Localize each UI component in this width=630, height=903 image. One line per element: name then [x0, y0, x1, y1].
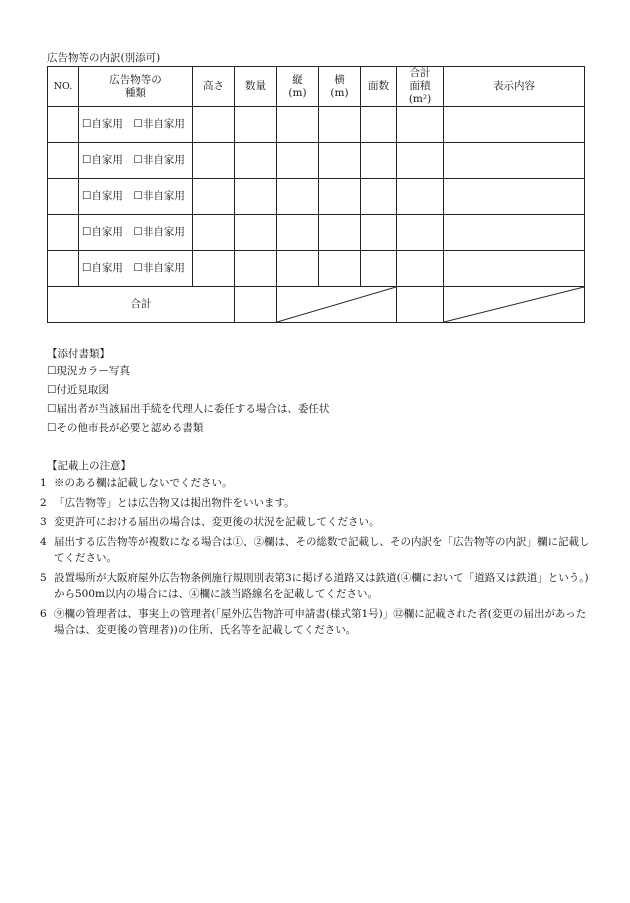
total-dimensions-diagonal-cell — [277, 287, 397, 323]
quantity-cell[interactable] — [235, 215, 277, 251]
area-cell[interactable] — [397, 215, 444, 251]
note-text: 届出する広告物等が複数になる場合は①、②欄は、その総数で記載し、その内訳を「広告物等の内訳」欄に記載してください。 — [54, 535, 590, 564]
vertical-cell[interactable] — [277, 143, 319, 179]
attachment-item-other-documents[interactable]: ☐その他市長が必要と認める書類 — [47, 422, 204, 434]
vertical-cell[interactable] — [277, 179, 319, 215]
area-cell[interactable] — [397, 179, 444, 215]
note-number: 3 — [40, 516, 47, 528]
diagonal-line — [444, 287, 584, 322]
attachments-title: 【添付書類】 — [47, 348, 110, 360]
quantity-cell[interactable] — [235, 107, 277, 143]
note-number: 4 — [40, 535, 47, 548]
horizontal-cell[interactable] — [319, 251, 361, 287]
area-cell[interactable] — [397, 143, 444, 179]
height-cell[interactable] — [193, 251, 235, 287]
content-cell[interactable] — [444, 251, 585, 287]
header-area-line2: 面積 — [409, 80, 431, 93]
no-cell[interactable] — [48, 251, 79, 287]
note-item — [40, 606, 590, 639]
header-area-line1: 合計 — [409, 67, 431, 79]
header-type-line2: 種類 — [125, 86, 146, 99]
advertisement-breakdown-table — [47, 66, 585, 323]
height-cell[interactable] — [193, 179, 235, 215]
diagonal-line — [277, 287, 396, 322]
total-row — [48, 287, 585, 323]
header-area — [397, 67, 444, 107]
note-item — [40, 570, 590, 603]
type-checkbox-cell[interactable]: ☐自家用 ☐非自家用 — [79, 107, 193, 143]
notes-title: 【記載上の注意】 — [47, 460, 131, 472]
content-cell[interactable] — [444, 107, 585, 143]
header-area-line3: (m²) — [408, 93, 432, 106]
horizontal-cell[interactable] — [319, 143, 361, 179]
no-cell[interactable] — [48, 143, 79, 179]
table-row — [48, 251, 585, 287]
header-type — [79, 67, 193, 107]
note-item — [40, 514, 590, 531]
notes-list — [40, 475, 590, 642]
faces-cell[interactable] — [361, 251, 397, 287]
attachment-item-vicinity-map[interactable]: ☐付近見取図 — [47, 384, 109, 396]
total-quantity-cell[interactable] — [235, 287, 277, 323]
total-area-cell[interactable] — [397, 287, 444, 323]
vertical-cell[interactable] — [277, 215, 319, 251]
faces-cell[interactable] — [361, 179, 397, 215]
no-cell[interactable] — [48, 107, 79, 143]
table-caption: 広告物等の内訳(別添可) — [47, 52, 161, 64]
note-text: ⑨欄の管理者は、事実上の管理者(「屋外広告物許可申請書(様式第1号)」⑫欄に記載された者(変更の届出があった場合は、変更後の管理者))の住所、氏名等を記載してください。 — [54, 607, 587, 636]
type-checkbox-cell[interactable]: ☐自家用 ☐非自家用 — [79, 143, 193, 179]
type-checkbox-cell[interactable]: ☐自家用 ☐非自家用 — [79, 251, 193, 287]
note-text: 変更許可における届出の場合は、変更後の状況を記載してください。 — [54, 516, 380, 528]
no-cell[interactable] — [48, 215, 79, 251]
total-content-diagonal-cell — [444, 287, 585, 323]
table-row — [48, 143, 585, 179]
note-number: 6 — [40, 607, 47, 620]
note-number: 2 — [40, 496, 47, 509]
header-horizontal-line2: (m) — [330, 86, 349, 99]
table-row — [48, 179, 585, 215]
type-checkbox-cell[interactable]: ☐自家用 ☐非自家用 — [79, 215, 193, 251]
quantity-cell[interactable] — [235, 179, 277, 215]
no-cell[interactable] — [48, 179, 79, 215]
header-vertical-line2: (m) — [288, 86, 307, 99]
note-item — [40, 495, 590, 512]
header-height: 高さ — [193, 67, 235, 107]
header-vertical — [277, 67, 319, 107]
note-text: 「広告物等」とは広告物又は掲出物件をいいます。 — [54, 496, 295, 509]
faces-cell[interactable] — [361, 215, 397, 251]
quantity-cell[interactable] — [235, 251, 277, 287]
note-item — [40, 475, 590, 492]
table-row — [48, 107, 585, 143]
content-cell[interactable] — [444, 143, 585, 179]
quantity-cell[interactable] — [235, 143, 277, 179]
type-checkbox-cell[interactable]: ☐自家用 ☐非自家用 — [79, 179, 193, 215]
area-cell[interactable] — [397, 251, 444, 287]
total-label: 合計 — [48, 287, 235, 323]
area-cell[interactable] — [397, 107, 444, 143]
faces-cell[interactable] — [361, 107, 397, 143]
height-cell[interactable] — [193, 215, 235, 251]
header-horizontal — [319, 67, 361, 107]
note-number: 1 — [40, 477, 47, 489]
table-row — [48, 215, 585, 251]
horizontal-cell[interactable] — [319, 179, 361, 215]
note-number: 5 — [40, 571, 47, 584]
header-type-line1: 広告物等の — [109, 73, 162, 86]
vertical-cell[interactable] — [277, 251, 319, 287]
note-text: ※のある欄は記載しないでください。 — [54, 477, 233, 489]
height-cell[interactable] — [193, 107, 235, 143]
attachments-list — [47, 362, 329, 438]
content-cell[interactable] — [444, 179, 585, 215]
note-item — [40, 534, 590, 567]
header-vertical-line1: 縦 — [292, 73, 303, 86]
faces-cell[interactable] — [361, 143, 397, 179]
header-no: NO. — [48, 67, 79, 107]
content-cell[interactable] — [444, 215, 585, 251]
attachment-item-power-of-attorney[interactable]: ☐届出者が当該届出手続を代理人に委任する場合は、委任状 — [47, 403, 330, 415]
header-faces: 面数 — [361, 67, 397, 107]
attachment-item-color-photo[interactable]: ☐現況カラー写真 — [47, 365, 130, 377]
horizontal-cell[interactable] — [319, 215, 361, 251]
vertical-cell[interactable] — [277, 107, 319, 143]
note-text: 設置場所が大阪府屋外広告物条例施行規則別表第3に掲げる道路又は鉄道(④欄において「道路又は鉄道」という。)から500m以内の場合には、④欄に該当路線名を記載してください。 — [54, 571, 589, 600]
table-header-row — [48, 67, 585, 107]
header-quantity: 数量 — [235, 67, 277, 107]
header-content: 表示内容 — [444, 67, 585, 107]
header-horizontal-line1: 横 — [334, 73, 345, 86]
horizontal-cell[interactable] — [319, 107, 361, 143]
height-cell[interactable] — [193, 143, 235, 179]
